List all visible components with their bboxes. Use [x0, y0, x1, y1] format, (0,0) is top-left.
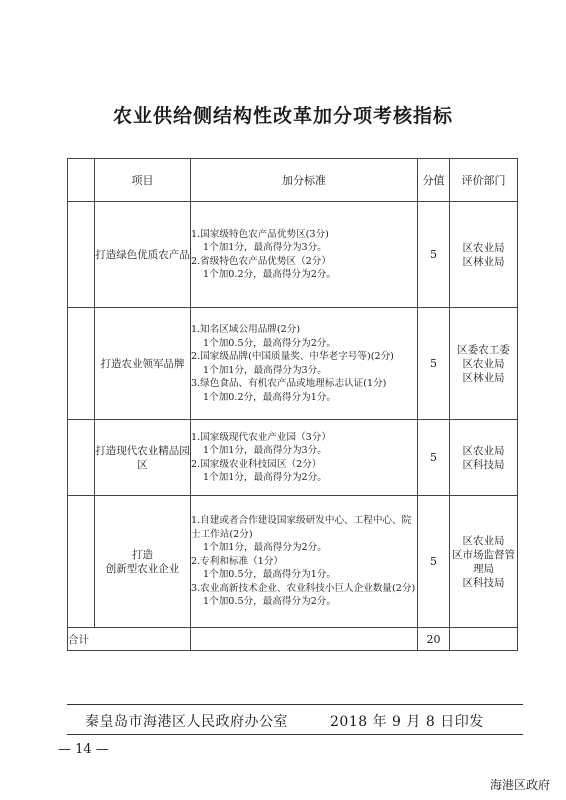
criteria-cell — [191, 202, 418, 308]
criteria-sub: 1个加0.2分，最高得分为1分。 — [203, 391, 336, 403]
criteria-item: 2.省级特色农产品优势区（2分） — [191, 255, 331, 267]
dept-name: 区农业局 — [462, 444, 505, 457]
total-label: 合计 — [68, 628, 191, 651]
issuing-office: 秦皇岛市海港区人民政府办公室 — [85, 714, 288, 730]
header-score: 分值 — [418, 159, 450, 202]
criteria-item: 2.国家级品牌(中国质量奖、中华老字号等)(2分) — [191, 351, 394, 362]
header-index — [68, 159, 95, 202]
dept-name: 区科技局 — [462, 458, 505, 471]
row-index — [68, 308, 95, 420]
criteria-cell — [191, 308, 418, 420]
header-dept: 评价部门 — [450, 159, 518, 202]
criteria-item: 1.知名区域公用品牌(2分) — [191, 324, 301, 335]
score-cell: 5 — [418, 496, 450, 628]
criteria-sub: 1个加1分，最高得分为2分。 — [203, 472, 327, 483]
table-header-row — [68, 159, 518, 202]
criteria-cell — [191, 420, 418, 496]
watermark-text: 海港区政府 — [490, 778, 551, 792]
table-row — [68, 202, 518, 308]
footer-bottom-rule — [67, 734, 523, 735]
table-row — [68, 420, 518, 496]
criteria-sub: 1个加1分，最高得分为2分。 — [203, 542, 327, 554]
header-criteria: 加分标准 — [191, 159, 418, 202]
total-criteria-empty — [191, 628, 418, 651]
dept-cell — [450, 202, 518, 308]
row-index — [68, 202, 95, 308]
criteria-sub: 1个加0.5分，最高得分为1分。 — [203, 569, 336, 581]
issue-date: 2018 年 9 月 8 日印发 — [330, 714, 484, 730]
dept-name: 区林业局 — [462, 255, 505, 268]
criteria-item: 2.专利和标准（1分） — [191, 555, 284, 567]
criteria-item: 2.国家级农业科技园区（2分） — [191, 458, 322, 470]
table-row — [68, 308, 518, 420]
criteria-item: 3.农业高新技术企业、农业科技小巨人企业数量(2分) — [191, 582, 416, 594]
project-cell: 打造农业领军品牌 — [95, 308, 191, 420]
dept-name: 区市场监督管理局 — [452, 548, 515, 575]
criteria-sub: 1个加1分，最高得分为3分。 — [203, 364, 327, 376]
dept-name: 区农业局 — [462, 241, 505, 254]
total-score: 20 — [418, 628, 450, 651]
dept-name: 区农业局 — [462, 534, 505, 547]
score-cell: 5 — [418, 420, 450, 496]
dept-name: 区委农工委 — [457, 343, 510, 356]
dept-name: 区农业局 — [462, 357, 505, 370]
total-row — [68, 628, 518, 651]
project-cell: 打造现代农业精品园区 — [95, 420, 191, 496]
project-cell: 打造 创新型农业企业 — [95, 496, 191, 628]
criteria-sub: 1个加0.5分，最高得分为2分。 — [203, 337, 336, 349]
dept-name: 区林业局 — [462, 371, 505, 384]
score-cell: 5 — [418, 202, 450, 308]
issuance-line — [85, 711, 525, 731]
document-title: 农业供给侧结构性改革加分项考核指标 — [112, 105, 453, 127]
criteria-item: 1.国家级特色农产品优势区(3分) — [191, 228, 329, 240]
dept-cell — [450, 496, 518, 628]
assessment-table — [67, 158, 518, 651]
header-project: 项目 — [95, 159, 191, 202]
criteria-item: 1.自建或者合作建设国家级研发中心、工程中心、院士工作站(2分) — [191, 515, 412, 540]
criteria-item: 3.绿色食品、有机农产品或地理标志认证(1分) — [191, 378, 387, 389]
criteria-cell — [191, 496, 418, 628]
criteria-sub: 1个加0.2分，最高得分为2分。 — [203, 269, 336, 280]
dept-cell — [450, 308, 518, 420]
footer-top-rule — [67, 704, 523, 705]
row-index — [68, 496, 95, 628]
score-cell: 5 — [418, 308, 450, 420]
criteria-sub: 1个加0.5分，最高得分为2分。 — [203, 596, 336, 608]
page-number: — 14 — — [58, 742, 109, 757]
total-dept-empty — [450, 628, 518, 651]
row-index — [68, 420, 95, 496]
project-cell: 打造绿色优质农产品 — [95, 202, 191, 308]
criteria-sub: 1个加1分，最高得分为3分。 — [203, 242, 327, 253]
criteria-item: 1.国家级现代农业产业园（3分） — [191, 431, 331, 443]
dept-name: 区科技局 — [462, 576, 505, 589]
criteria-sub: 1个加1分，最高得分为3分。 — [203, 445, 327, 456]
dept-cell — [450, 420, 518, 496]
table-row — [68, 496, 518, 628]
